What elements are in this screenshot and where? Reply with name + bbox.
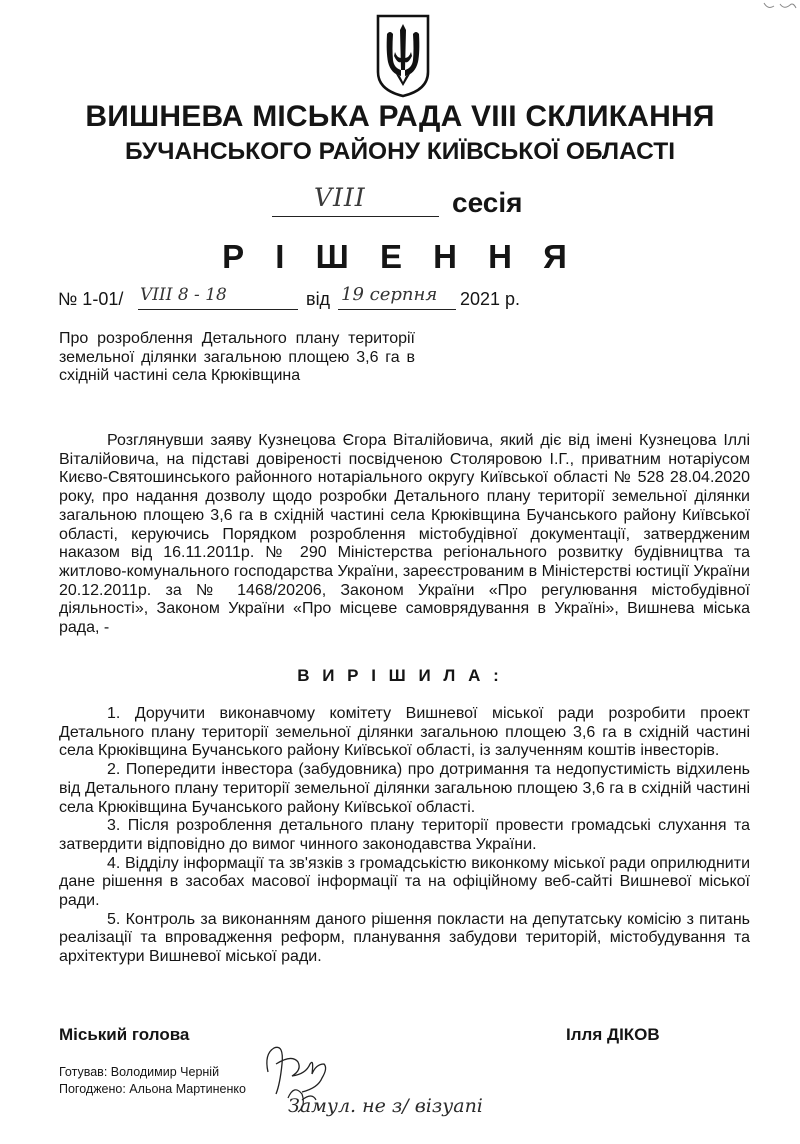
district-title: БУЧАНСЬКОГО РАЙОНУ КИЇВСЬКОЇ ОБЛАСТІ — [124, 138, 676, 165]
date-handwritten: 19 серпня — [341, 284, 438, 305]
date-underline — [338, 309, 456, 310]
mayor-title: Міський голова — [59, 1025, 190, 1044]
session-label: сесія — [452, 187, 523, 218]
number-prefix: № 1-01/ — [58, 289, 124, 309]
svg-text:Замул. не з/ візуапі: Замул. не з/ візуапі — [288, 1095, 483, 1117]
corner-scribble — [760, 0, 800, 12]
agreed-by: Погоджено: Альона Мартиненко — [59, 1082, 246, 1096]
document-type-heading: Р І Ш Е Н Н Я — [222, 238, 578, 275]
handwritten-signature — [262, 1034, 502, 1134]
session-line — [272, 183, 542, 223]
list-item: 4. Відділу інформації та зв'язків з громадськістю виконкому міської ради оприлюднити дане рішення в засобах масової інформації та на офіційному веб-сайті Вишневої міської ради. — [59, 854, 750, 910]
prepared-by: Готував: Володимир Черній — [59, 1065, 220, 1079]
resolution-items — [59, 705, 750, 967]
list-item: 5. Контроль за виконанням даного рішення покласти на депутатську комісію з питань реалізації та впровадження реформ, планування забудови територій, містобудування та архітектури Вишневої міської ради. — [59, 910, 750, 966]
session-number-handwritten: VIII — [314, 183, 366, 212]
trident-coat-of-arms-icon — [374, 12, 432, 98]
list-item: 2. Попередити інвестора (забудовника) про дотримання та недопустимість відхилень від Детального плану території земельної ділянки загальною площею 3,6 га в східній частині села Крюківщина Бучанського району Київської області. — [59, 761, 750, 816]
registration-line — [58, 284, 758, 321]
decision-subject: Про розроблення Детального плану території земельної ділянки загальною площею 3,6 га в східній частині села Крюківщина — [59, 330, 415, 385]
number-handwritten: VIII 8 - 18 — [140, 285, 227, 305]
session-underline — [272, 216, 439, 217]
number-underline — [138, 309, 298, 310]
mayor-name: Ілля ДІКОВ — [566, 1025, 660, 1044]
date-prefix: від — [306, 289, 331, 309]
resolved-heading: В И Р І Ш И Л А : — [297, 666, 503, 685]
list-item: 1. Доручити виконавчому комітету Вишневої міської ради розробити проект Детального плану території земельної ділянки загальною площею 3,6 га в східній частині села Крюківщина Бучанського району Київської області, із залученням коштів інвесторів. — [59, 705, 750, 760]
approval-block — [59, 1064, 246, 1098]
council-title: ВИШНЕВА МІСЬКА РАДА VIII СКЛИКАННЯ — [85, 100, 715, 133]
list-item: 3. Після розроблення детального плану території провести громадські слухання та затвердити відповідно до вимог чинного законодавства України. — [59, 817, 750, 853]
preamble-paragraph: Розглянувши заяву Кузнецова Єгора Віталійовича, який діє від імені Кузнецова Іллі Віталійовича, на підставі довіреності посвідченою Столяровою І.Г., приватним нотаріусом Києво-Святошинського районного нотаріального округу Київської області № 528 28.04.2020 року, про надання дозволу щодо розробки Детального плану території земельної ділянки загальною площею 3,6 га в східній частині села Крюківщина Бучанського району Київської області, керуючись Порядком розроблення містобудівної документації, затвердженим наказом від 16.11.2011р. № 290 Міністерства регіонального розвитку будівництва та житлово-комунального господарства України, зареєстрованим в Міністерстві юстиції України 20.12.2011р. за № 1468/20206, Законом України «Про регулювання містобудівної діяльності», Законом України «Про місцеве самоврядування в Україні», Вишнева міська рада, - — [59, 432, 750, 637]
year: 2021 р. — [460, 289, 521, 309]
